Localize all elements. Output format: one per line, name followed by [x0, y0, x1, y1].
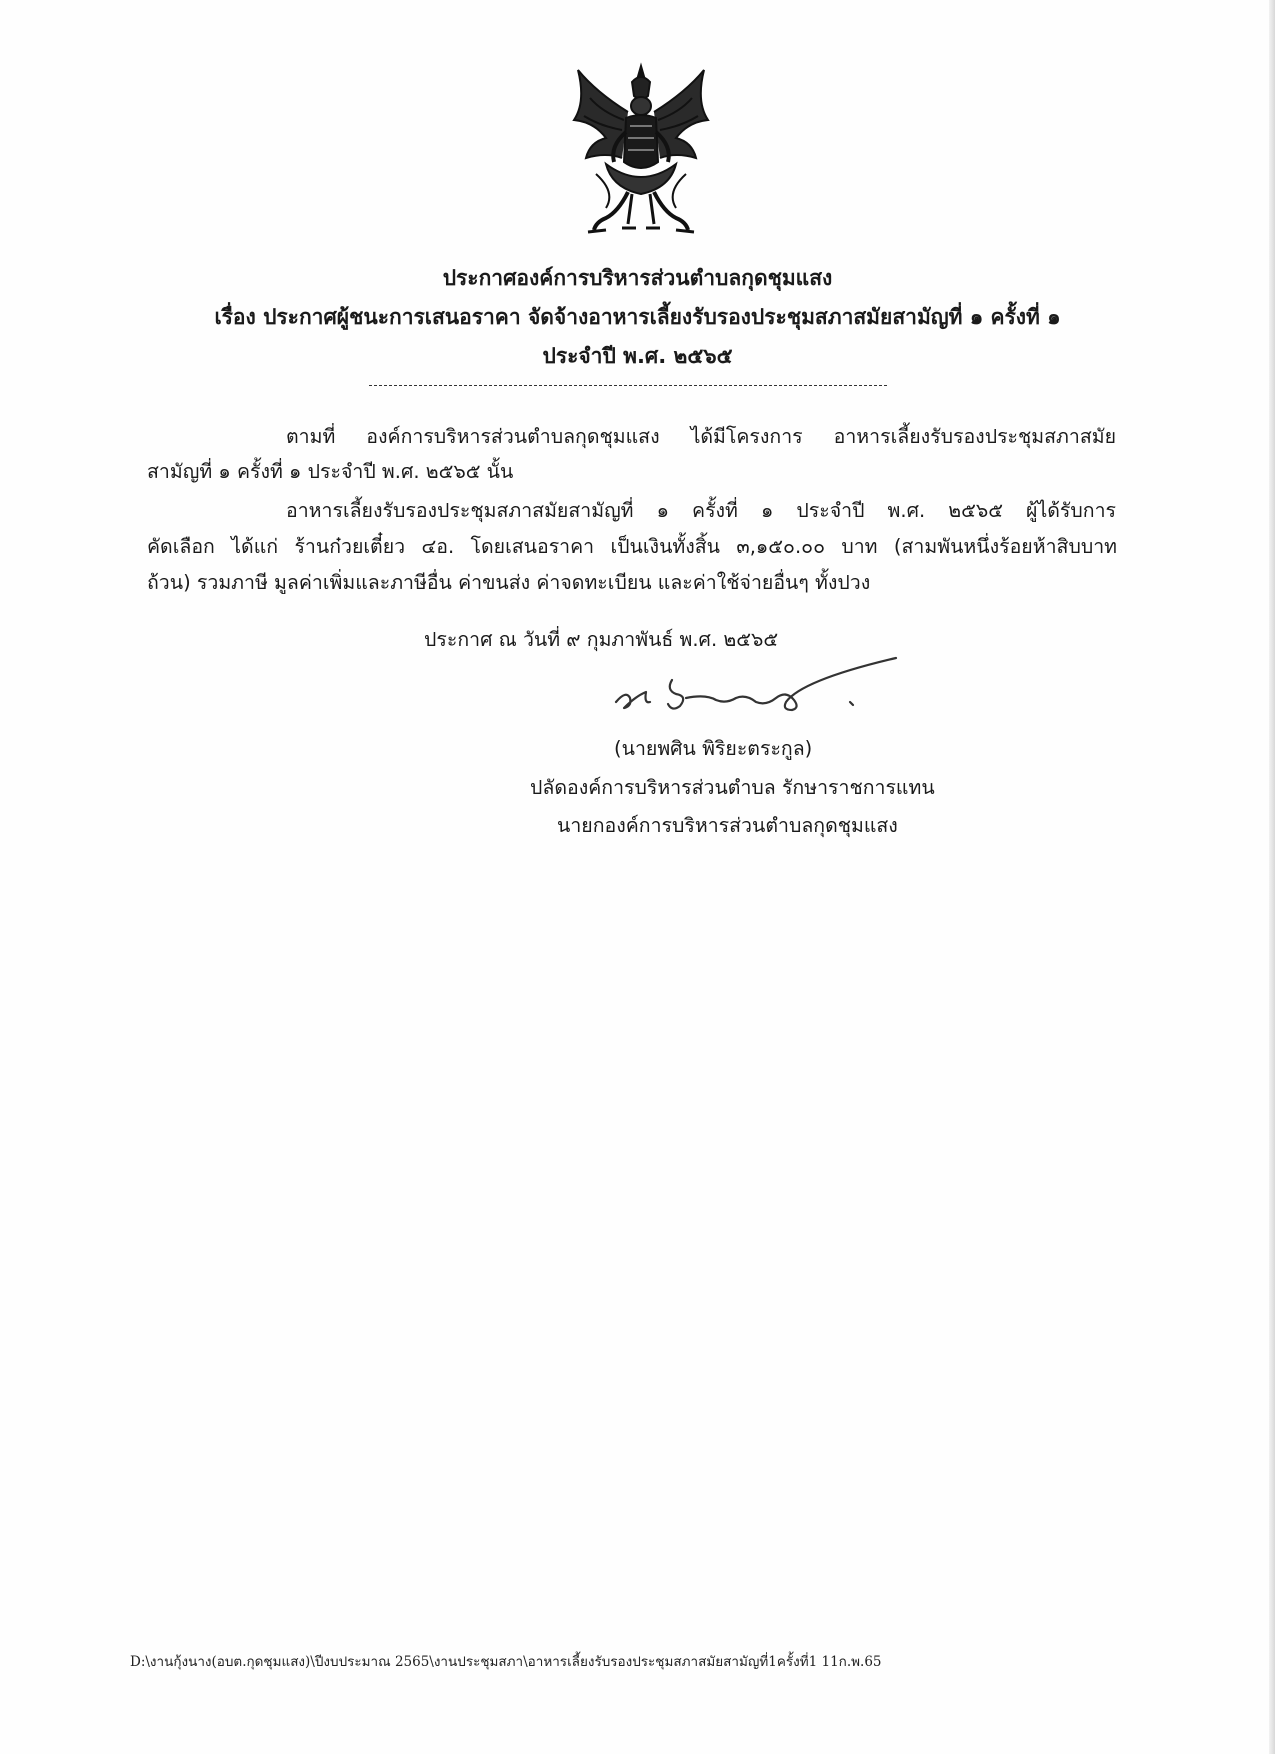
file-path-footer: D:\งานกุ้งนาง(อบต.กุดชุมแสง)\ปีงบประมาณ 2565\งานประชุมสภา\อาหารเลี้ยงรับรองประชุมสภาสมัยสามัญที่1ครั้งที่1 11ก.พ.65	[130, 1654, 882, 1670]
announcement-date: ประกาศ ณ วันที่ ๙ กุมภาพันธ์ พ.ศ. ๒๕๖๕	[424, 628, 779, 651]
signatory-title-1: ปลัดองค์การบริหารส่วนตำบล รักษาราชการแทน	[530, 776, 935, 799]
paragraph-2-line-2: คัดเลือก ได้แก่ ร้านก๋วยเตี๋ยว ๔อ. โดยเสนอราคา เป็นเงินทั้งสิ้น ๓,๑๕๐.๐๐ บาท (สามพันหนึ่งร้อยห้าสิบบาท	[147, 535, 1117, 558]
handwritten-signature	[606, 650, 906, 720]
paragraph-1-line-2: สามัญที่ ๑ ครั้งที่ ๑ ประจำปี พ.ศ. ๒๕๖๕ นั้น	[147, 460, 514, 483]
announcement-subject: เรื่อง ประกาศผู้ชนะการเสนอราคา จัดจ้างอาหารเลี้ยงรับรองประชุมสภาสมัยสามัญที่ ๑ ครั้งที่ ๑	[214, 305, 1061, 329]
signatory-title-2: นายกองค์การบริหารส่วนตำบลกุดชุมแสง	[557, 814, 898, 837]
paragraph-2-line-3: ถ้วน) รวมภาษี มูลค่าเพิ่มและภาษีอื่น ค่าขนส่ง ค่าจดทะเบียน และค่าใช้จ่ายอื่นๆ ทั้งปวง	[147, 571, 871, 594]
announcement-fiscal-year: ประจำปี พ.ศ. ๒๕๖๕	[542, 344, 733, 368]
announcement-heading: ประกาศองค์การบริหารส่วนตำบลกุดชุมแสง	[442, 266, 833, 290]
paragraph-1-line-1: ตามที่ องค์การบริหารส่วนตำบลกุดชุมแสง ได้มีโครงการ อาหารเลี้ยงรับรองประชุมสภาสมัย	[286, 425, 1116, 448]
paragraph-2-line-1: อาหารเลี้ยงรับรองประชุมสภาสมัยสามัญที่ ๑ ครั้งที่ ๑ ประจำปี พ.ศ. ๒๕๖๕ ผู้ได้รับการ	[286, 499, 1116, 522]
header-divider	[369, 385, 887, 386]
garuda-emblem-icon	[566, 62, 716, 242]
signatory-name: (นายพศิน พิริยะตระกูล)	[614, 737, 813, 760]
